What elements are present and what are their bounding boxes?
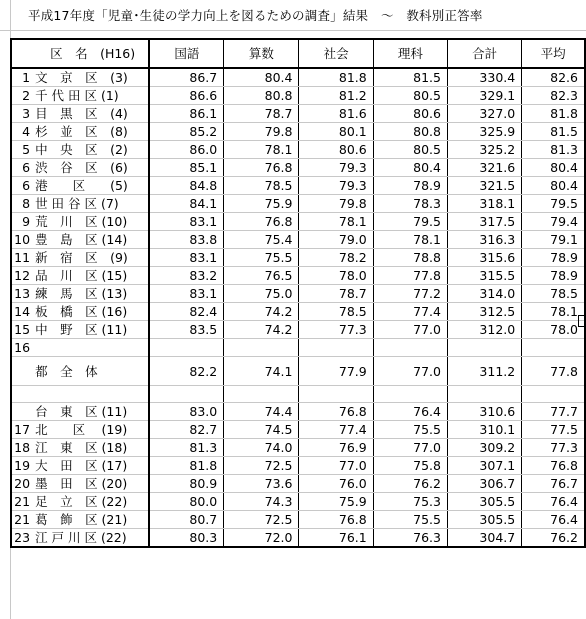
score-cell: 79.4: [522, 213, 585, 231]
score-cell: 80.6: [373, 105, 447, 123]
score-cell: 72.5: [224, 457, 299, 475]
score-cell: 75.0: [224, 285, 299, 303]
score-cell: 79.1: [522, 231, 585, 249]
score-cell: 80.4: [522, 177, 585, 195]
score-cell: 82.6: [522, 68, 585, 87]
ward-name-cell: 足 立 区 (22): [32, 493, 149, 511]
score-cell: 78.3: [373, 195, 447, 213]
score-cell: 72.0: [224, 529, 299, 548]
ward-name-cell: 台 東 区 (11): [32, 403, 149, 421]
ward-name-cell: 千 代 田 区 (1): [32, 87, 149, 105]
score-cell: 84.8: [149, 177, 223, 195]
score-cell: 83.1: [149, 249, 223, 267]
score-cell: 82.4: [149, 303, 223, 321]
ward-name-cell: 北 区 (19): [32, 421, 149, 439]
table-row: [11, 493, 585, 511]
score-cell: 75.5: [373, 421, 447, 439]
table-row: [11, 339, 585, 357]
score-cell: 309.2: [447, 439, 521, 457]
ward-name-cell: 杉 並 区 (8): [32, 123, 149, 141]
ward-name-cell: 品 川 区 (15): [32, 267, 149, 285]
ward-name-cell: 大 田 区 (17): [32, 457, 149, 475]
score-cell: 73.6: [224, 475, 299, 493]
ward-name-cell: 新 宿 区 (9): [32, 249, 149, 267]
score-cell: 85.2: [149, 123, 223, 141]
score-cell: 76.3: [373, 529, 447, 548]
score-cell: 329.1: [447, 87, 521, 105]
table-row: [11, 123, 585, 141]
total-score-cell: 311.2: [447, 357, 521, 386]
cell-selection-marker: [578, 315, 586, 327]
score-cell: 79.3: [299, 177, 373, 195]
score-cell: 75.9: [299, 493, 373, 511]
score-cell: 80.8: [224, 87, 299, 105]
score-cell: 74.2: [224, 321, 299, 339]
ward-name-cell: 板 橋 区 (16): [32, 303, 149, 321]
score-cell: 80.4: [522, 159, 585, 177]
score-cell: 74.3: [224, 493, 299, 511]
score-cell: 78.7: [224, 105, 299, 123]
score-cell: 78.1: [373, 231, 447, 249]
header-col: 合計: [447, 39, 521, 68]
ward-name-cell: 中 野 区 (11): [32, 321, 149, 339]
table-row: [11, 159, 585, 177]
table-row: [11, 529, 585, 548]
total-score-cell: 77.0: [373, 357, 447, 386]
score-cell: 81.3: [522, 141, 585, 159]
score-cell: 74.5: [224, 421, 299, 439]
score-cell: 83.2: [149, 267, 223, 285]
table-row: [11, 457, 585, 475]
score-cell: 76.4: [373, 403, 447, 421]
rank-cell: 21: [11, 493, 32, 511]
score-cell: 317.5: [447, 213, 521, 231]
score-cell: 76.2: [522, 529, 585, 548]
score-cell: 79.3: [299, 159, 373, 177]
table-row: [11, 439, 585, 457]
score-cell: 79.5: [522, 195, 585, 213]
total-row: [11, 357, 585, 386]
ward-name-cell: 江 戸 川 区 (22): [32, 529, 149, 548]
score-cell: 83.0: [149, 403, 223, 421]
header-col: 国語: [149, 39, 223, 68]
score-cell: 86.1: [149, 105, 223, 123]
score-cell: 80.5: [373, 87, 447, 105]
rank-cell: 20: [11, 475, 32, 493]
score-cell: 80.9: [149, 475, 223, 493]
ward-name-cell: 葛 飾 区 (21): [32, 511, 149, 529]
score-cell: 76.0: [299, 475, 373, 493]
table-row: [11, 475, 585, 493]
score-cell: 76.8: [522, 457, 585, 475]
score-cell: 305.5: [447, 511, 521, 529]
score-cell: 77.0: [373, 439, 447, 457]
score-cell: 325.9: [447, 123, 521, 141]
rank-cell: 14: [11, 303, 32, 321]
score-cell: 80.8: [373, 123, 447, 141]
table-row: [11, 177, 585, 195]
score-cell: 80.1: [299, 123, 373, 141]
score-cell: 74.2: [224, 303, 299, 321]
score-cell: 83.5: [149, 321, 223, 339]
score-cell: 76.1: [299, 529, 373, 548]
table-row: [11, 421, 585, 439]
rank-cell: 19: [11, 457, 32, 475]
score-cell: 76.8: [299, 511, 373, 529]
ward-name-cell: 荒 川 区 (10): [32, 213, 149, 231]
table-row: [11, 249, 585, 267]
score-cell: 77.2: [373, 285, 447, 303]
header-col: 算数: [224, 39, 299, 68]
ward-name-cell: 渋 谷 区 (6): [32, 159, 149, 177]
score-cell: 76.2: [373, 475, 447, 493]
score-cell: 77.7: [522, 403, 585, 421]
header-row: [11, 39, 585, 68]
score-cell: 75.8: [373, 457, 447, 475]
score-cell: 77.0: [373, 321, 447, 339]
score-cell: 81.3: [149, 439, 223, 457]
table-row: [11, 195, 585, 213]
table-row: [11, 267, 585, 285]
ward-name-cell: 目 黒 区 (4): [32, 105, 149, 123]
score-cell: 76.4: [522, 511, 585, 529]
score-cell: 80.4: [373, 159, 447, 177]
score-cell: 78.5: [522, 285, 585, 303]
score-cell: 304.7: [447, 529, 521, 548]
total-score-cell: 77.9: [299, 357, 373, 386]
score-cell: 325.2: [447, 141, 521, 159]
table-row: [11, 213, 585, 231]
score-cell: 310.1: [447, 421, 521, 439]
score-table: [10, 38, 586, 548]
table-row: [11, 105, 585, 123]
rank-cell: 8: [11, 195, 32, 213]
score-cell: 86.0: [149, 141, 223, 159]
score-cell: 78.9: [373, 177, 447, 195]
rank-cell: 21: [11, 511, 32, 529]
score-cell: 79.5: [373, 213, 447, 231]
score-cell: 81.2: [299, 87, 373, 105]
score-cell: 83.1: [149, 285, 223, 303]
score-cell: 315.6: [447, 249, 521, 267]
rank-cell: 5: [11, 141, 32, 159]
spacer-row: [11, 386, 585, 403]
score-cell: 76.9: [299, 439, 373, 457]
score-cell: 83.8: [149, 231, 223, 249]
score-cell: 306.7: [447, 475, 521, 493]
score-cell: 79.0: [299, 231, 373, 249]
rank-cell: 10: [11, 231, 32, 249]
score-cell: 315.5: [447, 267, 521, 285]
table-row: [11, 511, 585, 529]
rank-cell: 12: [11, 267, 32, 285]
table-row: [11, 321, 585, 339]
header-col: 平均: [522, 39, 585, 68]
score-cell: 78.0: [299, 267, 373, 285]
score-cell: 75.5: [373, 511, 447, 529]
rank-cell: 13: [11, 285, 32, 303]
score-cell: 75.5: [224, 249, 299, 267]
ward-name-cell: 中 央 区 (2): [32, 141, 149, 159]
score-cell: 80.4: [224, 68, 299, 87]
ward-name-cell: 墨 田 区 (20): [32, 475, 149, 493]
score-cell: 76.8: [224, 213, 299, 231]
score-cell: 321.6: [447, 159, 521, 177]
score-cell: 80.6: [299, 141, 373, 159]
score-cell: 314.0: [447, 285, 521, 303]
score-cell: 327.0: [447, 105, 521, 123]
score-cell: 76.8: [224, 159, 299, 177]
score-cell: 78.7: [299, 285, 373, 303]
ward-name-cell: 豊 島 区 (14): [32, 231, 149, 249]
score-cell: 85.1: [149, 159, 223, 177]
rank-cell: 3: [11, 105, 32, 123]
score-cell: 76.5: [224, 267, 299, 285]
rank-cell: 11: [11, 249, 32, 267]
score-cell: 81.8: [522, 105, 585, 123]
total-score-cell: 82.2: [149, 357, 223, 386]
score-cell: 75.9: [224, 195, 299, 213]
score-cell: 76.4: [522, 493, 585, 511]
ward-name-cell: 江 東 区 (18): [32, 439, 149, 457]
score-cell: 86.7: [149, 68, 223, 87]
score-cell: 79.8: [224, 123, 299, 141]
rank-cell: 6: [11, 159, 32, 177]
score-cell: 305.5: [447, 493, 521, 511]
ward-name-cell: 港 区 (5): [32, 177, 149, 195]
score-cell: 81.6: [299, 105, 373, 123]
score-cell: 77.3: [299, 321, 373, 339]
rank-cell: 4: [11, 123, 32, 141]
table-row: [11, 141, 585, 159]
rank-cell: 9: [11, 213, 32, 231]
score-cell: 77.4: [299, 421, 373, 439]
score-cell: 82.3: [522, 87, 585, 105]
score-cell: 330.4: [447, 68, 521, 87]
score-cell: 78.9: [522, 267, 585, 285]
table-row: [11, 303, 585, 321]
total-score-cell: 77.8: [522, 357, 585, 386]
score-cell: 76.7: [522, 475, 585, 493]
score-cell: 77.5: [522, 421, 585, 439]
score-cell: 80.7: [149, 511, 223, 529]
score-cell: 312.5: [447, 303, 521, 321]
score-cell: 78.2: [299, 249, 373, 267]
score-cell: 75.4: [224, 231, 299, 249]
score-cell: 78.5: [299, 303, 373, 321]
score-cell: 310.6: [447, 403, 521, 421]
header-col: 理科: [373, 39, 447, 68]
score-cell: 77.3: [522, 439, 585, 457]
score-cell: 74.0: [224, 439, 299, 457]
score-cell: 77.0: [299, 457, 373, 475]
score-cell: 80.0: [149, 493, 223, 511]
score-cell: 78.5: [224, 177, 299, 195]
score-cell: 81.8: [299, 68, 373, 87]
score-cell: 78.1: [522, 303, 585, 321]
table-row: [11, 403, 585, 421]
score-cell: 78.1: [299, 213, 373, 231]
rank-cell: 23: [11, 529, 32, 548]
score-cell: 312.0: [447, 321, 521, 339]
score-cell: 72.5: [224, 511, 299, 529]
score-cell: 83.1: [149, 213, 223, 231]
table-row: [11, 87, 585, 105]
rank-cell: 2: [11, 87, 32, 105]
score-cell: 307.1: [447, 457, 521, 475]
rank-cell: 18: [11, 439, 32, 457]
table-row: [11, 231, 585, 249]
score-cell: 78.1: [224, 141, 299, 159]
score-cell: 316.3: [447, 231, 521, 249]
ward-name-cell: 文 京 区 (3): [32, 68, 149, 87]
score-cell: 79.8: [299, 195, 373, 213]
score-cell: 80.5: [373, 141, 447, 159]
ward-name-cell: 練 馬 区 (13): [32, 285, 149, 303]
page-title: 平成17年度「児童･生徒の学力向上を図るための調査」結果 ～ 教科別正答率: [28, 8, 483, 23]
rank-cell: 16: [11, 339, 32, 357]
score-cell: 82.7: [149, 421, 223, 439]
header-name: 区 名 (H16): [32, 39, 149, 68]
score-cell: 80.3: [149, 529, 223, 548]
rank-cell: 17: [11, 421, 32, 439]
score-cell: 76.8: [299, 403, 373, 421]
rank-cell: 1: [11, 68, 32, 87]
score-cell: 75.3: [373, 493, 447, 511]
score-cell: 77.8: [373, 267, 447, 285]
score-cell: 78.8: [373, 249, 447, 267]
score-cell: 77.4: [373, 303, 447, 321]
score-cell: 78.0: [522, 321, 585, 339]
score-cell: 81.5: [373, 68, 447, 87]
sheet-gridline: [0, 30, 586, 31]
score-cell: 81.5: [522, 123, 585, 141]
total-score-cell: 74.1: [224, 357, 299, 386]
rank-cell: 15: [11, 321, 32, 339]
header-col: 社会: [299, 39, 373, 68]
table-row: [11, 68, 585, 87]
score-cell: 86.6: [149, 87, 223, 105]
table-row: [11, 285, 585, 303]
rank-cell: [11, 403, 32, 421]
score-cell: 318.1: [447, 195, 521, 213]
score-cell: 321.5: [447, 177, 521, 195]
ward-name-cell: 世 田 谷 区 (7): [32, 195, 149, 213]
score-cell: 74.4: [224, 403, 299, 421]
score-cell: 84.1: [149, 195, 223, 213]
score-cell: 81.8: [149, 457, 223, 475]
rank-cell: 6: [11, 177, 32, 195]
header-no: [11, 39, 32, 68]
score-cell: 78.9: [522, 249, 585, 267]
total-label: 都 全 体: [32, 357, 149, 386]
